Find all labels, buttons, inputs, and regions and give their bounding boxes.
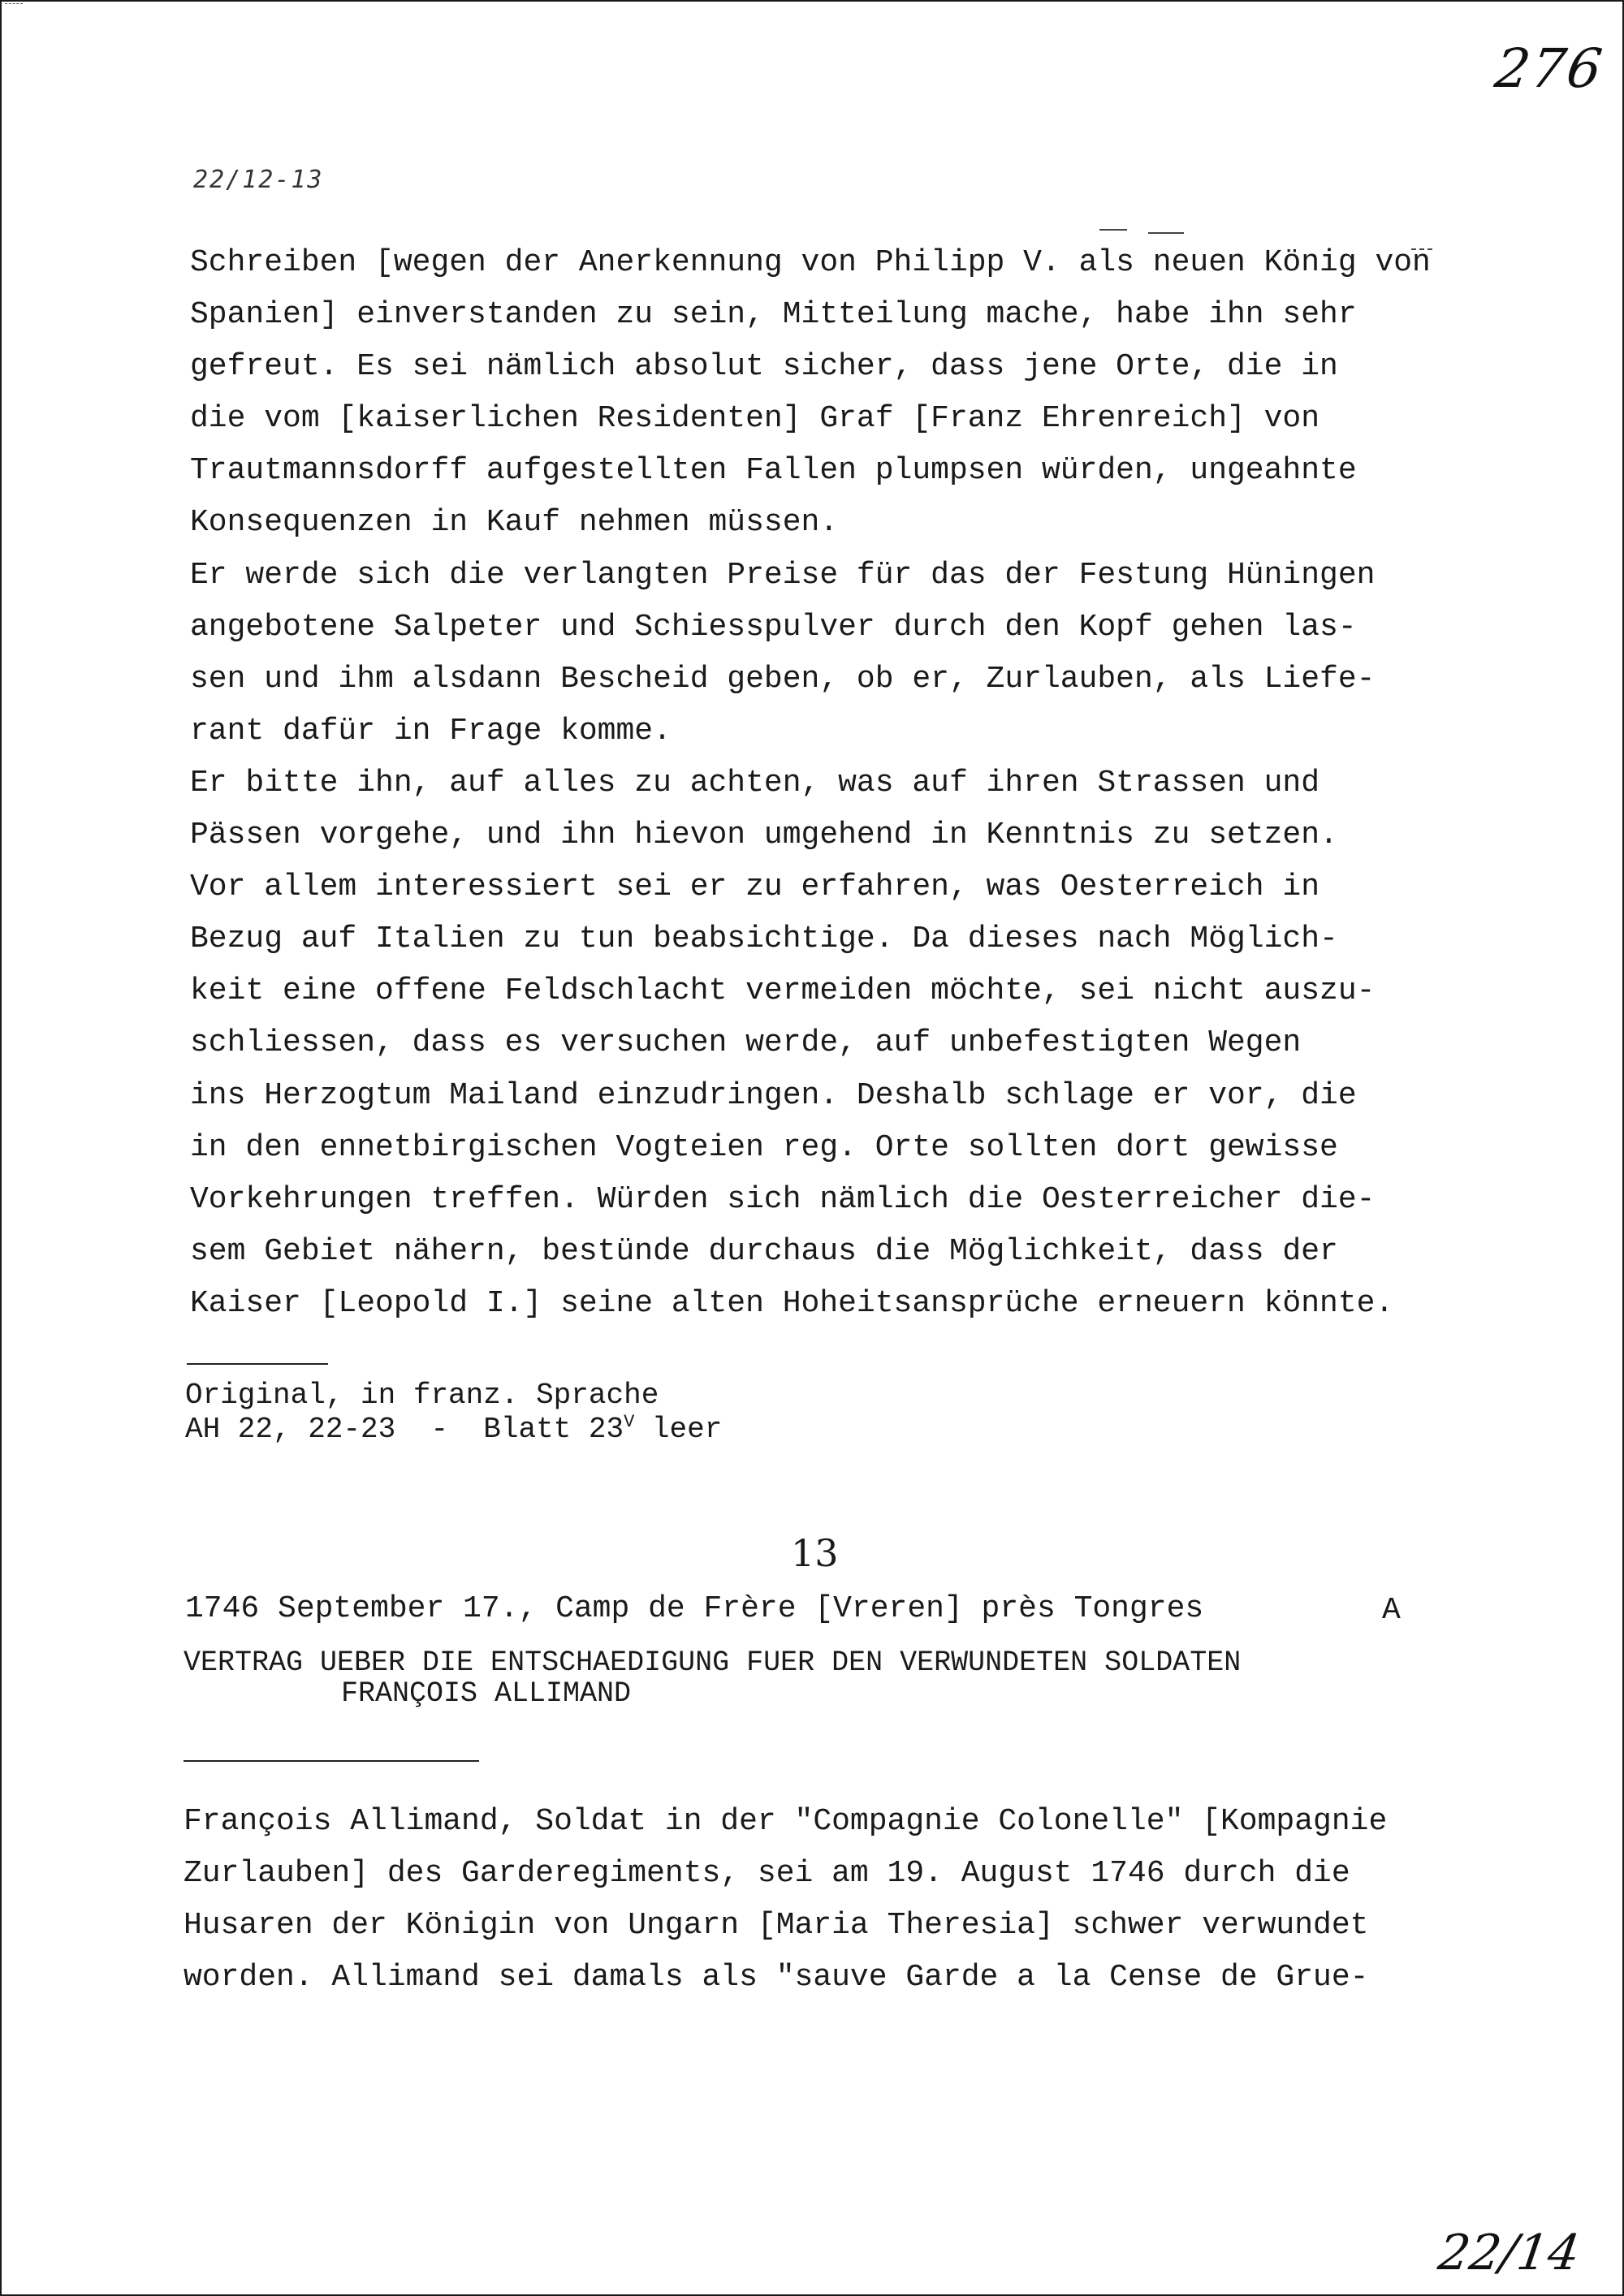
source-note-blank: leer — [634, 1413, 723, 1446]
text-line: rant dafür in Frage komme. — [190, 713, 672, 749]
text-line: die vom [kaiserlichen Residenten] Graf [Franz Ehrenreich] von — [190, 401, 1320, 437]
text-line: Zurlauben] des Garderegiments, sei am 19. August 1746 durch die — [184, 1856, 1350, 1891]
document-title-line-2: FRANÇOIS ALLIMAND — [341, 1677, 632, 1710]
text-line: Vorkehrungen treffen. Würden sich nämlich die Oesterreicher die- — [190, 1181, 1376, 1217]
document-title-line-1: VERTRAG UEBER DIE ENTSCHAEDIGUNG FUER DEN VERWUNDETEN SOLDATEN — [184, 1646, 1242, 1679]
text-line: Spanien] einverstanden zu sein, Mitteilung mache, habe ihn sehr — [190, 297, 1357, 333]
handwritten-archive-reference: 22/14 — [1435, 2225, 1583, 2281]
document-number: 13 — [791, 1531, 839, 1575]
text-line: sen und ihm alsdann Bescheid geben, ob er, Zurlauben, als Liefe- — [190, 661, 1376, 697]
source-note-archive-ref: AH 22, 22-23 - Blatt 23 — [185, 1413, 624, 1446]
text-line: Vor allem interessiert sei er zu erfahren, was Oesterreich in — [190, 870, 1320, 905]
text-line: Konsequenzen in Kauf nehmen müssen. — [190, 505, 839, 541]
document-series: A — [1382, 1593, 1401, 1628]
text-line: in den ennetbirgischen Vogteien reg. Orte sollten dort gewisse — [190, 1129, 1338, 1165]
contract-body-text — [184, 1796, 1387, 2004]
text-line: schliessen, dass es versuchen werde, auf unbefestigten Wegen — [190, 1025, 1302, 1061]
text-line: ins Herzogtum Mailand einzudringen. Deshalb schlage er vor, die — [190, 1077, 1357, 1113]
text-line: keit eine offene Feldschlacht vermeiden möchte, sei nicht auszu- — [190, 973, 1376, 1009]
text-line: Husaren der Königin von Ungarn [Maria Theresia] schwer verwundet — [184, 1908, 1369, 1943]
source-note-original: Original, in franz. Sprache — [185, 1379, 659, 1412]
scan-corner-mark — [5, 3, 23, 4]
text-line: gefreut. Es sei nämlich absolut sicher, dass jene Orte, die in — [190, 349, 1338, 385]
title-separator — [184, 1760, 479, 1762]
text-line: sem Gebiet nähern, bestünde durchaus die Möglichkeit, dass der — [190, 1233, 1338, 1269]
handwritten-page-number: 276 — [1491, 37, 1608, 100]
strike-mark — [1148, 232, 1184, 234]
text-line: Er bitte ihn, auf alles zu achten, was auf ihren Strassen und — [190, 765, 1320, 801]
reference-code: 22/12-13 — [193, 166, 324, 194]
source-note-archive — [185, 1413, 722, 1447]
text-line: Bezug auf Italien zu tun beabsichtige. Da dieses nach Möglich- — [190, 921, 1338, 957]
letter-body-text — [190, 237, 1431, 1330]
text-line: Pässen vorgehe, und ihn hievon umgehend in Kenntnis zu setzen. — [190, 818, 1338, 853]
strike-mark — [1411, 248, 1432, 250]
text-line: worden. Allimand sei damals als "sauve Garde a la Cense de Grue- — [184, 1960, 1369, 1995]
strike-mark — [1099, 229, 1127, 231]
text-line: François Allimand, Soldat in der "Compagnie Colonelle" [Kompagnie — [184, 1804, 1388, 1839]
verso-superscript: V — [624, 1412, 635, 1432]
text-line: Er werde sich die verlangten Preise für das der Festung Hüningen — [190, 557, 1376, 593]
footnote-separator — [187, 1363, 328, 1365]
text-line: angebotene Salpeter und Schiesspulver durch den Kopf gehen las- — [190, 609, 1357, 645]
source-note — [185, 1379, 722, 1447]
text-line: Kaiser [Leopold I.] seine alten Hoheitsansprüche erneuern könnte. — [190, 1285, 1394, 1321]
document-date-place: 1746 September 17., Camp de Frère [Vreren] près Tongres — [185, 1591, 1204, 1626]
text-line: Schreiben [wegen der Anerkennung von Philipp V. als neuen König von — [190, 245, 1431, 280]
text-line: Trautmannsdorff aufgestellten Fallen plumpsen würden, ungeahnte — [190, 453, 1357, 489]
